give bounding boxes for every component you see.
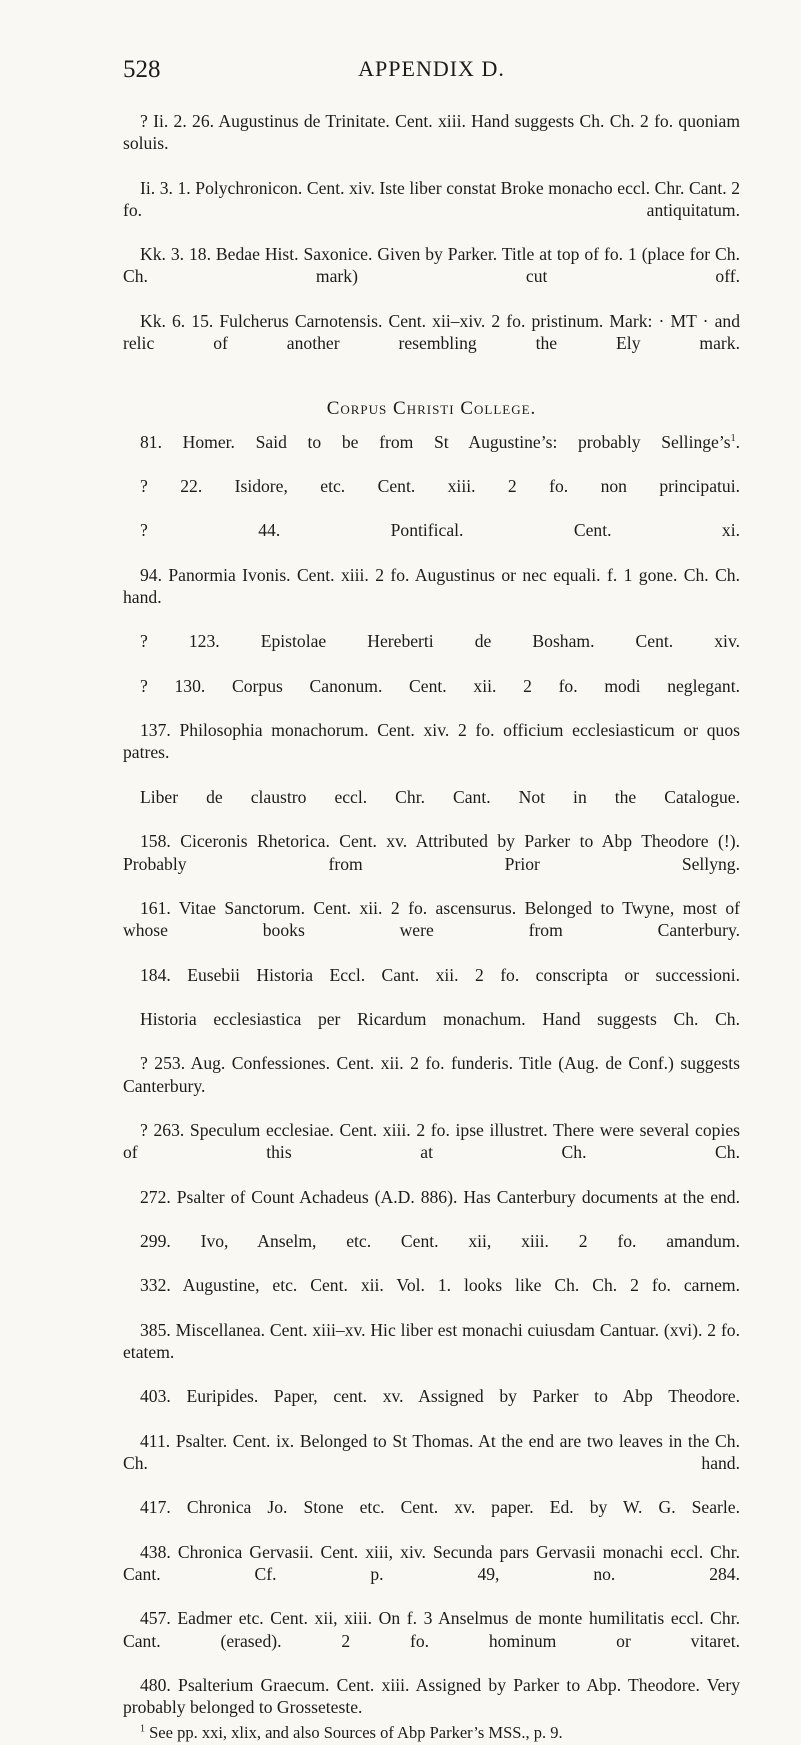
page-header xyxy=(123,56,740,96)
entry: 299. Ivo, Anselm, etc. Cent. xii, xiii. 2 fo. amandum. xyxy=(140,1230,740,1251)
entry-text: 81. Homer. Said to be from St Augustine’s: probably Sellinge’s xyxy=(140,431,731,452)
entry: 417. Chronica Jo. Stone etc. Cent. xv. paper. Ed. by W. G. Searle. xyxy=(140,1497,740,1518)
entry: ? 123. Epistolae Hereberti de Bosham. Cent. xiv. xyxy=(140,631,740,652)
entry: 184. Eusebii Historia Eccl. Cant. xii. 2 fo. conscripta or successioni. xyxy=(140,964,740,985)
entry: Historia ecclesiastica per Ricardum monachum. Hand suggests Ch. Ch. xyxy=(140,1008,740,1029)
entry: 385. Miscellanea. Cent. xiii–xv. Hic liber est monachi cuiusdam Cantuar. (xvi). 2 fo. etatem. xyxy=(123,1319,740,1362)
entry: 480. Psalterium Graecum. Cent. xiii. Assigned by Parker to Abp. Theodore. Very probably belonged to Grosseteste. xyxy=(123,1675,740,1718)
body-text xyxy=(123,110,740,1745)
entry: 411. Psalter. Cent. ix. Belonged to St Thomas. At the end are two leaves in the Ch. Ch. hand. xyxy=(123,1430,740,1473)
entry: ? 263. Speculum ecclesiae. Cent. xiii. 2 fo. ipse illustret. There were several copies of this at Ch. Ch. xyxy=(123,1119,740,1163)
entry: 158. Ciceronis Rhetorica. Cent. xv. Attributed by Parker to Abp Theodore (!). Probably from Prior Sellyng. xyxy=(123,831,740,874)
running-head: APPENDIX D. xyxy=(358,56,505,81)
entry: 332. Augustine, etc. Cent. xii. Vol. 1. looks like Ch. Ch. 2 fo. carnem. xyxy=(140,1275,740,1296)
entry: ? 253. Aug. Confessiones. Cent. xii. 2 fo. funderis. Title (Aug. de Conf.) suggests Canterbury. xyxy=(123,1053,740,1096)
entry: ? 130. Corpus Canonum. Cent. xii. 2 fo. modi neglegant. xyxy=(140,675,740,696)
entry-with-note: 81. Homer. Said to be from St Augustine’s: probably $Sellinge’s^1$. xyxy=(140,431,740,452)
footnote-marker: 1 xyxy=(140,1723,145,1735)
entry: Kk. 3. 18. Bedae Hist. Saxonice. Given by Parker. Title at top of fo. 1 (place for Ch. Ch. mark) cut off. xyxy=(123,244,740,287)
entry: 161. Vitae Sanctorum. Cent. xii. 2 fo. ascensurus. Belonged to Twyne, most of whose books were from Canterbury. xyxy=(123,897,740,941)
footnote xyxy=(123,1722,740,1744)
entry: 137. Philosophia monachorum. Cent. xiv. 2 fo. officium ecclesiasticum or quos patres. xyxy=(123,720,740,763)
entry: 457. Eadmer etc. Cent. xii, xiii. On f. 3 Anselmus de monte humilitatis eccl. Chr. Cant. (erased). 2 fo. hominum or vitaret. xyxy=(123,1608,740,1651)
page-number: 528 xyxy=(123,56,161,83)
footnote-text: See pp. xxi, xlix, and also Sources of Abp Parker’s MSS., p. 9. xyxy=(149,1723,563,1743)
entry: 272. Psalter of Count Achadeus (A.D. 886). Has Canterbury documents at the end. xyxy=(140,1186,740,1207)
footnote-ref: 1 xyxy=(730,432,736,444)
entry: ? Ii. 2. 26. Augustinus de Trinitate. Cent. xiii. Hand suggests Ch. Ch. 2 fo. quoniam soluis. xyxy=(123,111,740,154)
entry: 403. Euripides. Paper, cent. xv. Assigned by Parker to Abp Theodore. xyxy=(140,1386,740,1407)
entry: Liber de claustro eccl. Chr. Cant. Not in the Catalogue. xyxy=(140,786,740,807)
entry: ? 22. Isidore, etc. Cent. xiii. 2 fo. non principatui. xyxy=(140,476,740,497)
entry: 94. Panormia Ivonis. Cent. xiii. 2 fo. Augustinus or nec equali. f. 1 gone. Ch. Ch. hand. xyxy=(123,564,740,608)
entry: ? 44. Pontifical. Cent. xi. xyxy=(140,520,740,541)
section-heading: Corpus Christi College. xyxy=(326,398,537,420)
entry: 438. Chronica Gervasii. Cent. xiii, xiv. Secunda pars Gervasii monachi eccl. Chr. Cant. Cf. p. 49, no. 284. xyxy=(123,1541,740,1584)
entry: Ii. 3. 1. Polychronicon. Cent. xiv. Iste liber constat Broke monacho eccl. Chr. Cant. 2 fo. antiquitatum. xyxy=(123,177,740,220)
entry: Kk. 6. 15. Fulcherus Carnotensis. Cent. xii–xiv. 2 fo. pristinum. Mark: · MT · and relic of another resembling the Ely mark. xyxy=(123,310,740,354)
